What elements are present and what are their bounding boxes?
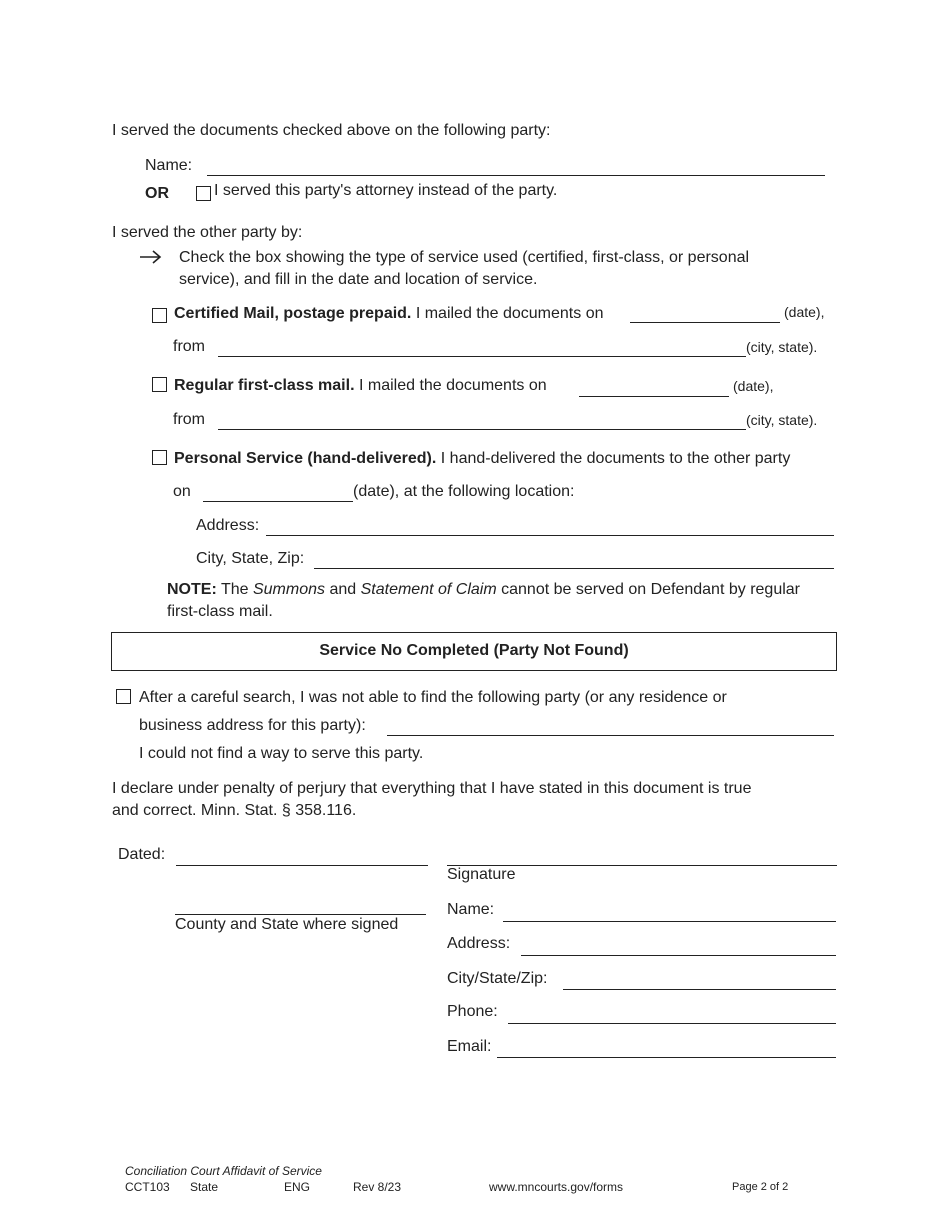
county-state-label: County and State where signed bbox=[175, 916, 399, 933]
sig-name-label: Name: bbox=[447, 901, 495, 918]
personal-address-field[interactable] bbox=[266, 535, 834, 536]
note-summons: Summons bbox=[252, 581, 325, 598]
sig-address-field[interactable] bbox=[521, 955, 836, 956]
regular-mail-checkbox[interactable] bbox=[152, 377, 167, 392]
note-and: and bbox=[329, 581, 357, 598]
personal-service-text: I hand-delivered the documents to the other party bbox=[440, 450, 791, 467]
note-line2: first-class mail. bbox=[167, 603, 273, 620]
sig-email-field[interactable] bbox=[497, 1057, 836, 1058]
served-by-text: I served the other party by: bbox=[112, 224, 303, 241]
search-line3: I could not find a way to serve this party. bbox=[139, 745, 424, 762]
sig-csz-label: City/State/Zip: bbox=[447, 970, 548, 987]
personal-date-location-label: (date), at the following location: bbox=[353, 483, 575, 500]
note-text bbox=[167, 580, 800, 600]
sig-phone-label: Phone: bbox=[447, 1003, 498, 1020]
not-found-party-field[interactable] bbox=[387, 735, 834, 736]
sig-email-label: Email: bbox=[447, 1038, 492, 1055]
footer-code: CCT103 bbox=[125, 1180, 170, 1194]
footer-rev: Rev 8/23 bbox=[353, 1180, 402, 1194]
name-label: Name: bbox=[145, 157, 193, 174]
certified-mail-title: Certified Mail, postage prepaid. bbox=[174, 305, 412, 322]
certified-city-label: (city, state). bbox=[746, 339, 818, 355]
regular-date-field[interactable] bbox=[579, 396, 729, 397]
attorney-text: I served this party's attorney instead of the party. bbox=[214, 182, 558, 199]
regular-mail-text: I mailed the documents on bbox=[358, 377, 547, 394]
sig-address-label: Address: bbox=[447, 935, 511, 952]
personal-address-label: Address: bbox=[196, 517, 260, 534]
instruction-line1: Check the box showing the type of service used (certified, first-class, or personal bbox=[179, 249, 750, 266]
regular-city-field[interactable] bbox=[218, 429, 746, 430]
certified-city-field[interactable] bbox=[218, 356, 746, 357]
footer-title: Conciliation Court Affidavit of Service bbox=[125, 1164, 322, 1178]
dated-label: Dated: bbox=[118, 846, 166, 863]
regular-mail-title: Regular first-class mail. bbox=[174, 377, 355, 394]
intro-text: I served the documents checked above on the following party: bbox=[112, 122, 551, 139]
name-field[interactable] bbox=[207, 175, 825, 176]
regular-city-label: (city, state). bbox=[746, 412, 818, 428]
personal-on-label: on bbox=[173, 483, 191, 500]
signature-label: Signature bbox=[447, 866, 516, 883]
or-label: OR bbox=[145, 185, 169, 202]
note-label: NOTE: bbox=[167, 581, 217, 598]
certified-from-label: from bbox=[173, 338, 205, 355]
certified-date-field[interactable] bbox=[630, 322, 780, 323]
declare-line1: I declare under penalty of perjury that everything that I have stated in this document is true bbox=[112, 780, 752, 797]
note-the: The bbox=[220, 581, 249, 598]
certified-mail-option bbox=[174, 304, 604, 324]
personal-date-field[interactable] bbox=[203, 501, 353, 502]
party-not-found-checkbox[interactable] bbox=[116, 689, 131, 704]
personal-service-option bbox=[174, 449, 790, 469]
instruction-line2: service), and fill in the date and location of service. bbox=[179, 271, 538, 288]
search-line1: After a careful search, I was not able to find the following party (or any residence or bbox=[139, 689, 727, 706]
footer-lang: ENG bbox=[284, 1180, 311, 1194]
regular-mail-option bbox=[174, 376, 547, 396]
personal-csz-label: City, State, Zip: bbox=[196, 550, 305, 567]
attorney-checkbox[interactable] bbox=[196, 186, 211, 201]
search-line2: business address for this party): bbox=[139, 717, 366, 734]
regular-date-label: (date), bbox=[733, 378, 774, 394]
footer-page: Page 2 of 2 bbox=[732, 1181, 789, 1193]
sig-phone-field[interactable] bbox=[508, 1023, 836, 1024]
personal-service-checkbox[interactable] bbox=[152, 450, 167, 465]
personal-csz-field[interactable] bbox=[314, 568, 834, 569]
footer-url[interactable]: www.mncourts.gov/forms bbox=[489, 1180, 624, 1194]
note-rest: cannot be served on Defendant by regular bbox=[501, 581, 800, 598]
dated-field[interactable] bbox=[176, 865, 428, 866]
certified-mail-checkbox[interactable] bbox=[152, 308, 167, 323]
footer-state: State bbox=[190, 1180, 219, 1194]
personal-service-title: Personal Service (hand-delivered). bbox=[174, 450, 437, 467]
not-completed-title: Service No Completed (Party Not Found) bbox=[319, 642, 629, 659]
certified-mail-text: I mailed the documents on bbox=[415, 305, 604, 322]
sig-name-field[interactable] bbox=[503, 921, 836, 922]
sig-csz-field[interactable] bbox=[563, 989, 836, 990]
regular-from-label: from bbox=[173, 411, 205, 428]
not-completed-header bbox=[111, 632, 837, 671]
note-claim: Statement of Claim bbox=[360, 581, 497, 598]
declare-line2: and correct. Minn. Stat. § 358.116. bbox=[112, 802, 357, 819]
certified-date-label: (date), bbox=[784, 304, 825, 320]
arrow-right-icon bbox=[138, 248, 164, 271]
